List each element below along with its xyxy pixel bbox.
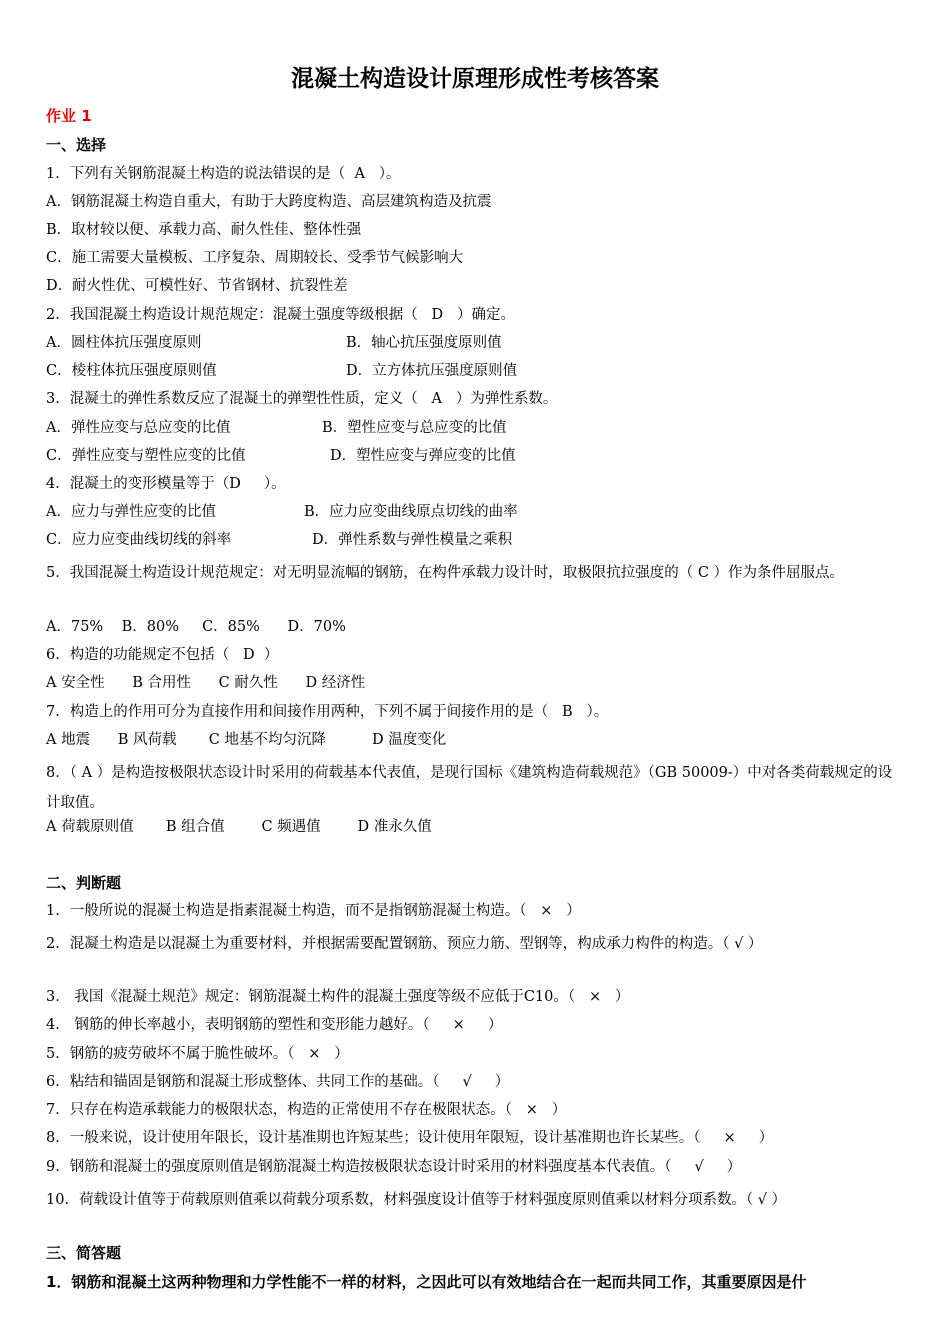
question-8-options: A 荷载原则值 B 组合值 C 频遇值 D 准永久值 (46, 819, 432, 835)
judgement-10: 10．荷载设计值等于荷载原则值乘以荷载分项系数，材料强度设计值等于材料强度原则值乘以材料分项系数。（ √ ） (46, 1192, 787, 1208)
judgement-4: 4． 钢筋的伸长率越小，表明钢筋的塑性和变形能力越好。（ × ） (46, 1017, 503, 1033)
question-1-option-d: D．耐火性优、可模性好、节省钢材、抗裂性差 (46, 278, 348, 294)
question-3-option-b: B．塑性应变与总应变的比值 (322, 420, 507, 436)
section-heading-choice: 一、选择 (46, 136, 107, 154)
question-1-option-a: A．钢筋混凝土构造自重大，有助于大跨度构造、高层建筑构造及抗震 (46, 194, 492, 210)
question-7-options: A 地震 B 风荷载 C 地基不均匀沉降 D 温度变化 (46, 732, 447, 748)
judgement-9: 9．钢筋和混凝土的强度原则值是钢筋混凝土构造按极限状态设计时采用的材料强度基本代表值。（ √ ） (46, 1159, 742, 1175)
question-5: 5．我国混凝土构造设计规范规定：对无明显流幅的钢筋，在构件承载力设计时，取极限抗拉强度的（ C ）作为条件屈服点。 (46, 565, 845, 581)
judgement-8: 8．一般来说，设计使用年限长，设计基准期也许短某些；设计使用年限短，设计基准期也许长某些。（ × ） (46, 1130, 774, 1146)
judgement-3: 3． 我国《混凝土规范》规定：钢筋混凝土构件的混凝土强度等级不应低于C10。（ × ） (46, 989, 630, 1005)
question-8: 8．（ A ）是构造按极限状态设计时采用的荷载基本代表值，是现行国标《建筑构造荷载规范》（GB 50009-）中对各类荷载规定的设计取值。 (46, 765, 893, 811)
question-2-option-a: A．圆柱体抗压强度原则 (46, 335, 202, 351)
question-1-option-c: C．施工需要大量模板、工序复杂、周期较长、受季节气候影响大 (46, 250, 464, 266)
question-2: 2．我国混凝土构造设计规范规定：混凝土强度等级根据（ D ）确定。 (46, 307, 516, 323)
question-3-option-d: D．塑性应变与弹应变的比值 (330, 448, 516, 464)
judgement-7: 7．只存在构造承载能力的极限状态，构造的正常使用不存在极限状态。（ × ） (46, 1102, 567, 1118)
question-1: 1．下列有关钢筋混凝土构造的说法错误的是（ A ）。 (46, 166, 401, 182)
question-3-option-c: C．弹性应变与塑性应变的比值 (46, 448, 246, 464)
question-7: 7．构造上的作用可分为直接作用和间接作用两种，下列不属于间接作用的是（ B ）。 (46, 704, 609, 720)
question-4-option-a: A．应力与弹性应变的比值 (46, 504, 216, 520)
question-4: 4．混凝土的变形模量等于（D ）。 (46, 476, 286, 492)
question-4-option-d: D．弹性系数与弹性模量之乘积 (312, 532, 513, 548)
question-4-option-c: C．应力应变曲线切线的斜率 (46, 532, 232, 548)
question-5-options: A．75% B．80% C．85% D．70% (46, 619, 346, 635)
question-2-option-b: B．轴心抗压强度原则值 (346, 335, 502, 351)
question-6-options: A 安全性 B 合用性 C 耐久性 D 经济性 (46, 675, 366, 691)
question-3: 3．混凝土的弹性系数反应了混凝土的弹塑性性质，定义（ A ）为弹性系数。 (46, 391, 558, 407)
section-heading-judgement: 二、判断题 (46, 874, 122, 892)
judgement-6: 6．粘结和锚固是钢筋和混凝土形成整体、共同工作的基础。（ √ ） (46, 1074, 510, 1090)
judgement-1: 1．一般所说的混凝土构造是指素混凝土构造，而不是指钢筋混凝土构造。（ × ） (46, 903, 581, 919)
question-3-option-a: A．弹性应变与总应变的比值 (46, 420, 231, 436)
judgement-5: 5．钢筋的疲劳破坏不属于脆性破坏。（ × ） (46, 1046, 349, 1062)
question-2-option-d: D．立方体抗压强度原则值 (346, 363, 518, 379)
section-heading-short-answer: 三、简答题 (46, 1244, 122, 1262)
question-1-option-b: B．取材较以便、承载力高、耐久性佳、整体性强 (46, 222, 362, 238)
question-6: 6．构造的功能规定不包括（ D ） (46, 647, 279, 663)
short-answer-1: 1．钢筋和混凝土这两种物理和力学性能不一样的材料，之因此可以有效地结合在一起而共同工作，其重要原因是什 (46, 1273, 807, 1291)
question-2-option-c: C．棱柱体抗压强度原则值 (46, 363, 217, 379)
page-title: 混凝土构造设计原理形成性考核答案 (291, 66, 659, 92)
question-4-option-b: B．应力应变曲线原点切线的曲率 (304, 504, 518, 520)
homework-heading: 作业 1 (46, 107, 92, 125)
judgement-2: 2．混凝土构造是以混凝土为重要材料，并根据需要配置钢筋、预应力筋、型钢等，构成承力构件的构造。（ √ ） (46, 936, 763, 952)
